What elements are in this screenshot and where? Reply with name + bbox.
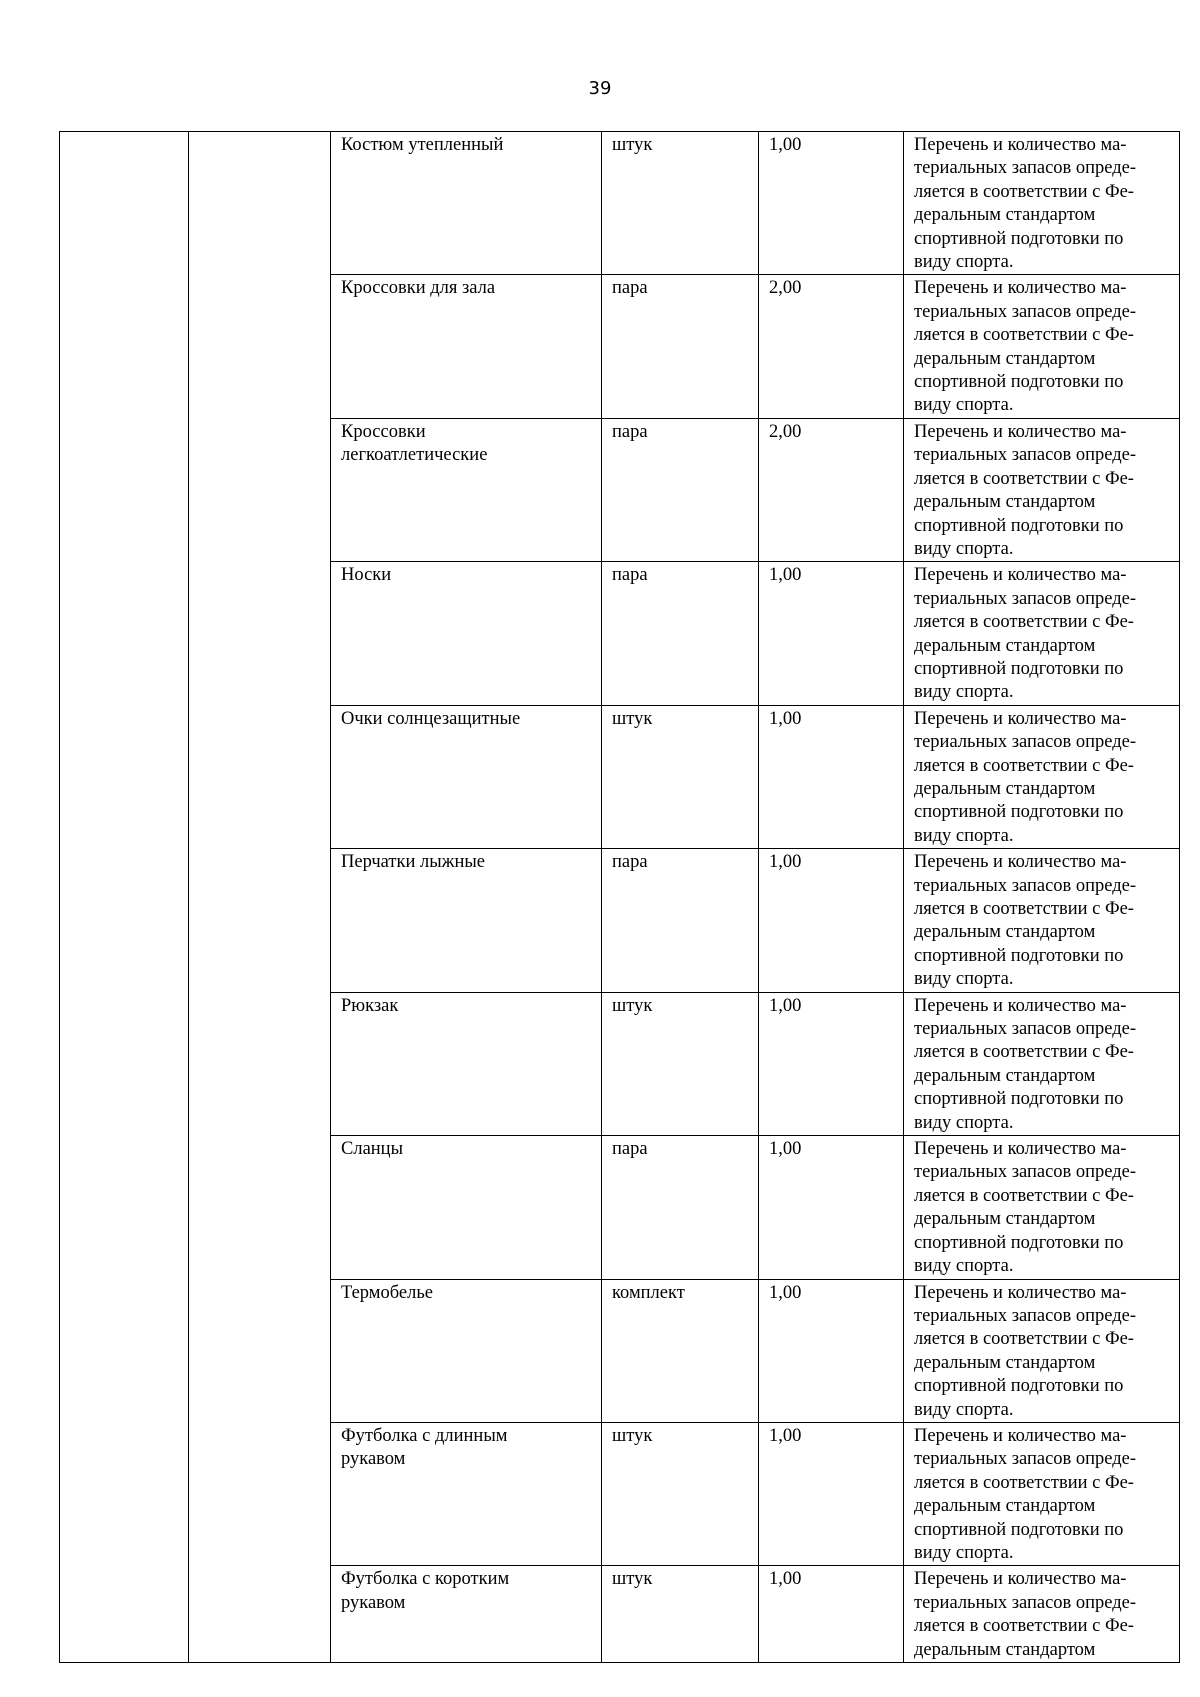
empty-column-1 <box>60 132 189 1663</box>
item-unit: штук <box>602 132 759 275</box>
materials-table <box>59 131 1180 1663</box>
item-unit: комплект <box>602 1279 759 1422</box>
item-note: Перечень и количество ма- териальных запасов опреде- ляется в соответствии с Фе- деральным стандартом спортивной подготовки по виду спорта. <box>904 418 1180 561</box>
item-note: Перечень и количество ма- териальных запасов опреде- ляется в соответствии с Фе- деральным стандартом спортивной подготовки по виду спорта. <box>904 132 1180 275</box>
empty-column-2 <box>189 132 331 1663</box>
item-quantity: 1,00 <box>759 849 904 992</box>
page-number: 39 <box>588 78 612 99</box>
item-note: Перечень и количество ма- териальных запасов опреде- ляется в соответствии с Фе- деральным стандартом спортивной подготовки по виду спорта. <box>904 992 1180 1135</box>
item-name: Очки солнцезащитные <box>331 705 602 848</box>
item-unit: штук <box>602 1422 759 1565</box>
item-quantity: 1,00 <box>759 1566 904 1663</box>
item-unit: пара <box>602 275 759 418</box>
item-unit: штук <box>602 1566 759 1663</box>
item-note: Перечень и количество ма- териальных запасов опреде- ляется в соответствии с Фе- деральным стандартом спортивной подготовки по виду спорта. <box>904 1422 1180 1565</box>
item-unit: пара <box>602 1136 759 1279</box>
item-unit: пара <box>602 418 759 561</box>
item-note: Перечень и количество ма- териальных запасов опреде- ляется в соответствии с Фе- деральным стандартом спортивной подготовки по виду спорта. <box>904 1136 1180 1279</box>
item-quantity: 1,00 <box>759 1136 904 1279</box>
item-note: Перечень и количество ма- териальных запасов опреде- ляется в соответствии с Фе- деральным стандартом спортивной подготовки по виду спорта. <box>904 1279 1180 1422</box>
item-quantity: 1,00 <box>759 992 904 1135</box>
item-name: Кроссовки легкоатлетические <box>331 418 602 561</box>
item-name: Футболка с коротким рукавом <box>331 1566 602 1663</box>
item-quantity: 2,00 <box>759 275 904 418</box>
item-note: Перечень и количество ма- териальных запасов опреде- ляется в соответствии с Фе- деральным стандартом спортивной подготовки по виду спорта. <box>904 849 1180 992</box>
item-name: Рюкзак <box>331 992 602 1135</box>
item-name: Сланцы <box>331 1136 602 1279</box>
item-unit: штук <box>602 992 759 1135</box>
item-name: Футболка с длинным рукавом <box>331 1422 602 1565</box>
item-name: Перчатки лыжные <box>331 849 602 992</box>
item-quantity: 1,00 <box>759 705 904 848</box>
item-quantity: 1,00 <box>759 132 904 275</box>
item-quantity: 1,00 <box>759 1422 904 1565</box>
item-name: Носки <box>331 562 602 705</box>
item-note: Перечень и количество ма- териальных запасов опреде- ляется в соответствии с Фе- деральным стандартом спортивной подготовки по виду спорта. <box>904 562 1180 705</box>
item-quantity: 1,00 <box>759 1279 904 1422</box>
table-row <box>60 132 1180 275</box>
item-quantity: 2,00 <box>759 418 904 561</box>
item-quantity: 1,00 <box>759 562 904 705</box>
item-note: Перечень и количество ма- териальных запасов опреде- ляется в соответствии с Фе- деральным стандартом спортивной подготовки по виду спорта. <box>904 705 1180 848</box>
item-unit: штук <box>602 705 759 848</box>
item-note: Перечень и количество ма- териальных запасов опреде- ляется в соответствии с Фе- деральным стандартом <box>904 1566 1180 1663</box>
item-unit: пара <box>602 849 759 992</box>
item-name: Костюм утепленный <box>331 132 602 275</box>
item-name: Термобелье <box>331 1279 602 1422</box>
item-unit: пара <box>602 562 759 705</box>
item-name: Кроссовки для зала <box>331 275 602 418</box>
item-note: Перечень и количество ма- териальных запасов опреде- ляется в соответствии с Фе- деральным стандартом спортивной подготовки по виду спорта. <box>904 275 1180 418</box>
